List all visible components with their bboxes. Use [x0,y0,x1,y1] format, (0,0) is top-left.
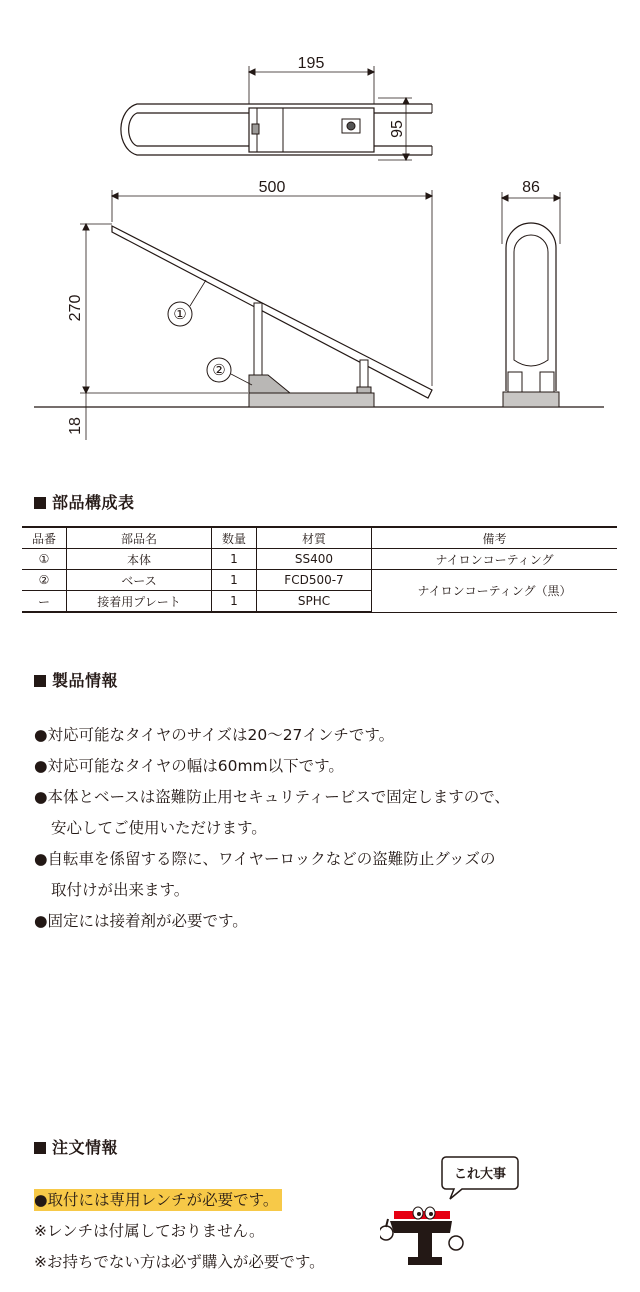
col-part-no: 品番 [22,527,67,549]
order-info-heading: 注文情報 [34,1135,118,1158]
part-no: ② [22,570,67,591]
info-line: ●本体とベースは盗難防止用セキュリティービスで固定しますので、 [34,788,510,806]
part-note: ナイロンコーティング（黒） [372,570,618,613]
square-bullet-icon [34,497,46,509]
part-material: SPHC [257,591,372,613]
parts-section-heading: 部品構成表 [34,490,135,513]
technical-drawing [0,0,640,470]
mascot-illustration [380,1155,530,1275]
callout-body: ① [173,305,187,323]
part-name: 接着用プレート [67,591,212,613]
bubble-text: これ大事 [453,1167,507,1182]
part-name: 本体 [67,549,212,570]
col-qty: 数量 [212,527,257,549]
table-row [22,570,617,591]
order-line: ※お持ちでない方は必ず購入が必要です。 [34,1253,325,1271]
part-qty: 1 [212,570,257,591]
callout-base: ② [212,361,226,379]
order-info-list [34,1185,325,1278]
part-qty: 1 [212,591,257,613]
part-note: ナイロンコーティング [372,549,618,570]
dim-side-height: 270 [67,294,84,322]
square-bullet-icon [34,1142,46,1154]
dim-end-width: 86 [522,179,540,196]
info-line: 取付けが出来ます。 [51,881,190,899]
dim-top-width: 195 [297,55,325,72]
part-no: ① [22,549,67,570]
info-line: ●対応可能なタイヤのサイズは20～27インチです。 [34,726,395,744]
table-header-row [22,527,617,549]
highlighted-note: ●取付には専用レンチが必要です。 [34,1189,282,1211]
top-view [121,66,432,160]
parts-table [22,526,617,613]
part-no: ー [22,591,67,613]
part-material: FCD500-7 [257,570,372,591]
table-row [22,549,617,570]
col-note: 備考 [372,527,618,549]
product-info-list [34,720,510,937]
info-line: ●自転車を係留する際に、ワイヤーロックなどの盗難防止グッズの [34,850,496,868]
dim-side-length: 500 [258,179,286,196]
info-line: 安心してご使用いただけます。 [51,819,267,837]
square-bullet-icon [34,675,46,687]
info-line: ●固定には接着剤が必要です。 [34,912,248,930]
col-material: 材質 [257,527,372,549]
order-line: ※レンチは付属しておりません。 [34,1222,265,1240]
dim-top-depth: 95 [389,120,406,138]
end-view [502,192,560,407]
dim-base-height: 18 [67,417,84,435]
part-qty: 1 [212,549,257,570]
part-name: ベース [67,570,212,591]
part-material: SS400 [257,549,372,570]
product-info-heading: 製品情報 [34,668,118,691]
info-line: ●対応可能なタイヤの幅は60mm以下です。 [34,757,344,775]
col-part-name: 部品名 [67,527,212,549]
